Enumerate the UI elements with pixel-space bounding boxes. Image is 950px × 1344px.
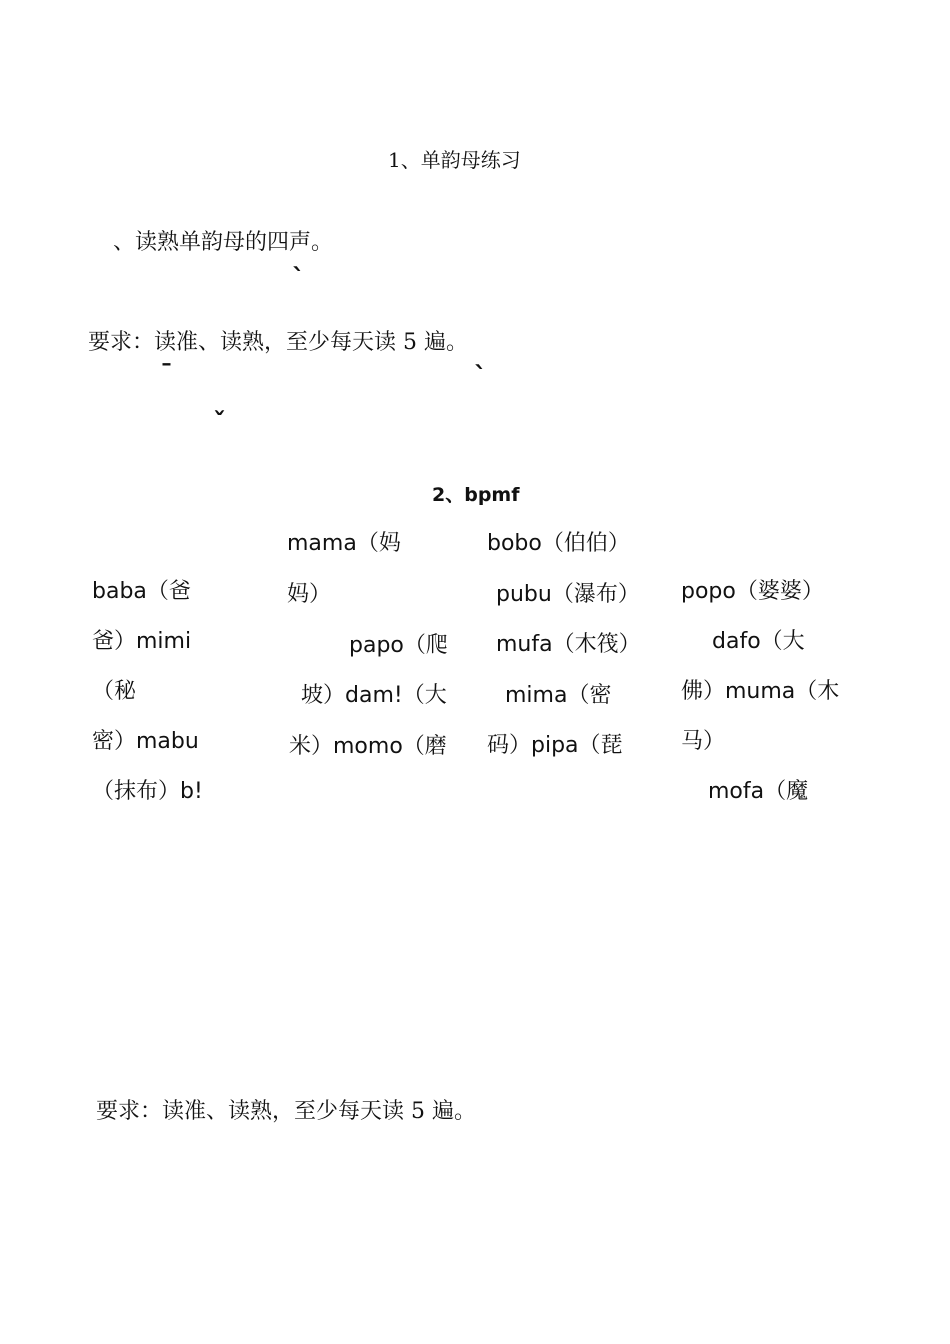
word-cell: popo（婆婆） xyxy=(681,579,824,604)
section-2-title: 2、bpmf xyxy=(432,484,520,506)
word-cell: 爸）mimi xyxy=(92,629,192,654)
section-1-title: 1、单韵母练习 xyxy=(388,148,521,172)
word-cell: baba（爸 xyxy=(92,579,191,604)
word-cell: 码）pipa（琵 xyxy=(487,733,623,758)
section-2-requirement: 要求：读准、读熟，至少每天读 5 遍。 xyxy=(96,1099,476,1124)
word-cell: 妈） xyxy=(287,582,332,607)
word-cell: 佛）muma（木 xyxy=(681,679,840,704)
word-cell: mufa（木筏） xyxy=(496,632,641,657)
word-cell: papo（爬 xyxy=(349,633,448,658)
word-cell: 米）momo（磨 xyxy=(289,734,447,759)
word-cell: （秘 xyxy=(92,679,137,704)
word-cell: pubu（瀑布） xyxy=(496,582,640,607)
word-cell: mima（密 xyxy=(505,683,612,708)
word-cell: dafo（大 xyxy=(712,629,805,654)
word-cell: （抹布）b! xyxy=(92,779,203,804)
tone-mark-level: ˉ xyxy=(160,360,173,390)
word-cell: 马） xyxy=(681,729,726,754)
word-cell: 密）mabu xyxy=(92,729,199,754)
section-1-instruction: 、读熟单韵母的四声。 xyxy=(113,230,334,255)
tone-mark-falling: ˋ xyxy=(292,264,305,294)
word-cell: mama（妈 xyxy=(287,531,401,556)
section-1-requirement: 要求：读准、读熟，至少每天读 5 遍。 xyxy=(88,330,468,355)
word-cell: 坡）dam!（大 xyxy=(301,683,447,708)
tone-mark-dipping: ˇ xyxy=(213,408,226,438)
word-cell: bobo（伯伯） xyxy=(487,531,630,556)
tone-mark-falling-2: ˋ xyxy=(474,362,487,392)
word-cell: mofa（魔 xyxy=(708,779,809,804)
